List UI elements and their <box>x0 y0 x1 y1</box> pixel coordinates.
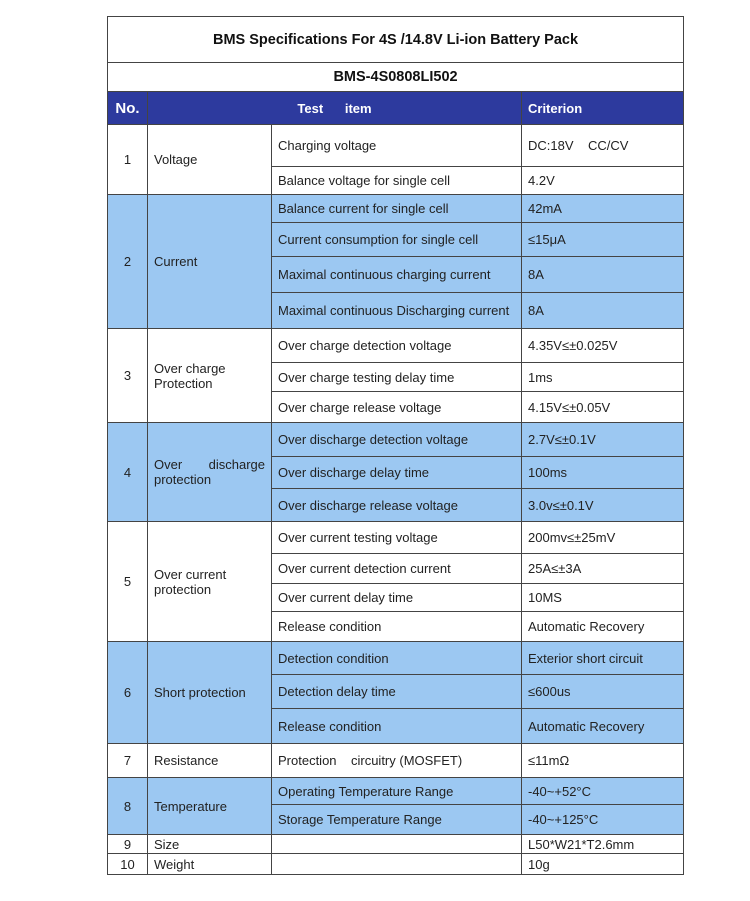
criterion-value: Exterior short circuit <box>522 642 684 675</box>
criterion-value: 2.7V≤±0.1V <box>522 423 684 457</box>
test-item: Over current delay time <box>272 584 522 612</box>
test-item: Over discharge release voltage <box>272 489 522 522</box>
test-item: Current consumption for single cell <box>272 223 522 257</box>
item-category: Short protection <box>148 642 272 744</box>
table-header-row <box>108 92 684 125</box>
item-category: Temperature <box>148 778 272 835</box>
item-category: Over charge Protection <box>148 329 272 423</box>
item-category: Over current protection <box>148 522 272 642</box>
test-item: Storage Temperature Range <box>272 805 522 835</box>
item-category: Size <box>148 835 272 854</box>
table-row <box>108 642 684 675</box>
criterion-value: 10MS <box>522 584 684 612</box>
test-item: Detection delay time <box>272 675 522 709</box>
table-row <box>108 854 684 875</box>
test-item: Over current detection current <box>272 554 522 584</box>
criterion-value: 4.2V <box>522 167 684 195</box>
criterion-value: DC:18V CC/CV <box>522 125 684 167</box>
model-number: BMS-4S0808LI502 <box>108 63 684 92</box>
criterion-value: 8A <box>522 293 684 329</box>
document-title: BMS Specifications For 4S /14.8V Li-ion Battery Pack <box>108 17 684 63</box>
table-row <box>108 423 684 457</box>
table-row <box>108 195 684 223</box>
test-item: Over discharge delay time <box>272 457 522 489</box>
criterion-value: 8A <box>522 257 684 293</box>
test-item: Balance current for single cell <box>272 195 522 223</box>
item-category: Over discharge protection <box>148 423 272 522</box>
test-item: Over charge testing delay time <box>272 363 522 392</box>
item-number: 5 <box>108 522 148 642</box>
table-row <box>108 778 684 805</box>
test-item: Over charge detection voltage <box>272 329 522 363</box>
item-category: Voltage <box>148 125 272 195</box>
test-item: Release condition <box>272 709 522 744</box>
item-number: 6 <box>108 642 148 744</box>
header-no: No. <box>108 92 148 125</box>
item-category: Current <box>148 195 272 329</box>
criterion-value: ≤15μA <box>522 223 684 257</box>
test-item: Over discharge detection voltage <box>272 423 522 457</box>
test-item: Maximal continuous charging current <box>272 257 522 293</box>
test-item: Maximal continuous Discharging current <box>272 293 522 329</box>
criterion-value: -40~+125°C <box>522 805 684 835</box>
criterion-value: -40~+52°C <box>522 778 684 805</box>
criterion-value: Automatic Recovery <box>522 709 684 744</box>
criterion-value: 100ms <box>522 457 684 489</box>
criterion-value: 10g <box>522 854 684 875</box>
criterion-value: 4.15V≤±0.05V <box>522 392 684 423</box>
table-row <box>108 125 684 167</box>
item-number: 10 <box>108 854 148 875</box>
item-category: Resistance <box>148 744 272 778</box>
criterion-value: ≤600us <box>522 675 684 709</box>
criterion-value: 25A≤±3A <box>522 554 684 584</box>
criterion-value: Automatic Recovery <box>522 612 684 642</box>
table-row <box>108 835 684 854</box>
table-row <box>108 744 684 778</box>
header-test-item <box>148 92 522 125</box>
test-item: Release condition <box>272 612 522 642</box>
test-item: Over charge release voltage <box>272 392 522 423</box>
test-item: Charging voltage <box>272 125 522 167</box>
item-number: 2 <box>108 195 148 329</box>
item-number: 7 <box>108 744 148 778</box>
table-row <box>108 522 684 554</box>
bms-spec-table <box>107 16 684 875</box>
criterion-value: 4.35V≤±0.025V <box>522 329 684 363</box>
criterion-value: ≤11mΩ <box>522 744 684 778</box>
criterion-value: L50*W21*T2.6mm <box>522 835 684 854</box>
criterion-value: 200mv≤±25mV <box>522 522 684 554</box>
criterion-value: 42mA <box>522 195 684 223</box>
empty-cell <box>272 835 522 854</box>
item-number: 9 <box>108 835 148 854</box>
item-number: 8 <box>108 778 148 835</box>
table-row <box>108 329 684 363</box>
item-category: Weight <box>148 854 272 875</box>
item-number: 4 <box>108 423 148 522</box>
criterion-value: 1ms <box>522 363 684 392</box>
criterion-value: 3.0v≤±0.1V <box>522 489 684 522</box>
header-criterion: Criterion <box>522 92 684 125</box>
test-item: Operating Temperature Range <box>272 778 522 805</box>
header-test-item-label: Test item <box>297 100 372 116</box>
test-item: Detection condition <box>272 642 522 675</box>
test-item: Protection circuitry (MOSFET) <box>272 744 522 778</box>
test-item: Balance voltage for single cell <box>272 167 522 195</box>
test-item: Over current testing voltage <box>272 522 522 554</box>
empty-cell <box>272 854 522 875</box>
item-number: 1 <box>108 125 148 195</box>
item-number: 3 <box>108 329 148 423</box>
